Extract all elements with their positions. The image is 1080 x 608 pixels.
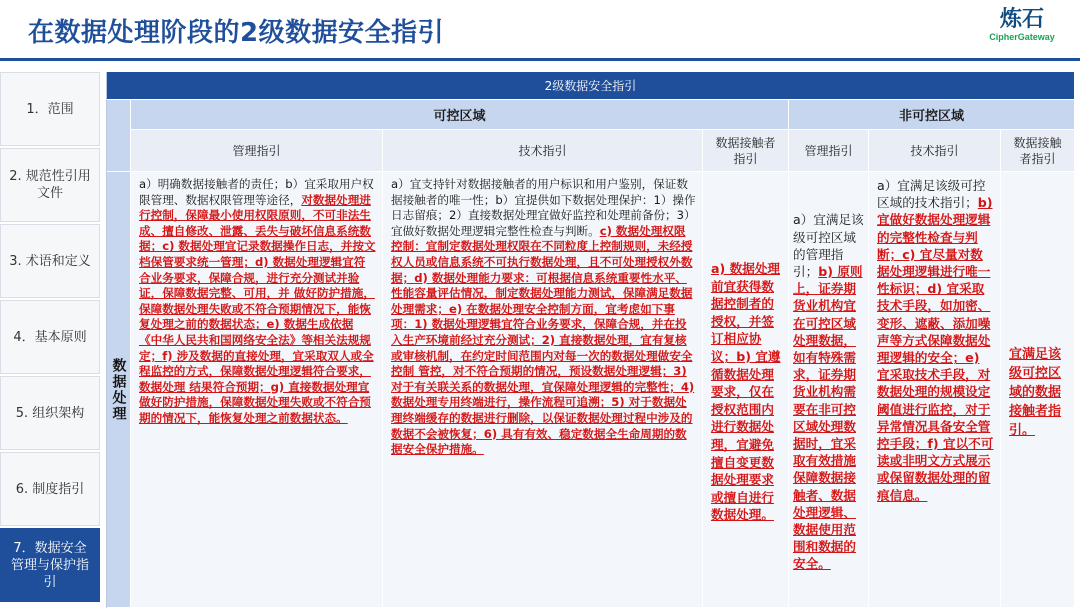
guidance-clause: a）宜满足该级可控区域的管理指引； [793,212,864,279]
guidance-clause: g) 直接数据处理宜做好防护措施，保障数据处理失败或不符合预期的情况下，能恢复处理之前数据状态。 [139,379,371,425]
guidance-clause: c) 数据处理权限控制：宜制定数据处理权限在不同粒度上控制规则，未经授权人员或信息系统不可执行数据处理，且不可处理授权外数据； [391,223,693,285]
guidance-clause: f) 宜以不可读或非明文方式展示或保留数据处理的留痕信息。 [877,436,994,503]
guidance-clause: e) 宜采取技术手段，对数据处理的规模设定阈值进行监控，对于异常情况具备安全管控手段； [877,350,991,452]
uncontrollable-contact-header: 数据接触者指引 [1001,130,1075,172]
brand-logo [982,6,1062,42]
controllable-tech-cell [383,172,703,608]
controllable-contact-header: 数据接触者指引 [703,130,789,172]
stage-label: 数据处理 [107,172,131,608]
guidance-clause: b) 宜做好数据处理逻辑的完整性检查与判断； [877,195,993,262]
guidance-clause: b）宜采取用户权限管理、数据权限管理等途径， [139,177,374,207]
guidance-clause: b) 宜遵循数据处理要求，仅在授权范围内进行数据处理，宜避免擅自变更数据处理要求或擅自进行数据处理。 [711,349,781,523]
guidance-clause: c) 宜尽量对数据处理逻辑进行唯一性标识； [877,246,991,297]
guidance-clause: e) 在数据处理安全控制方面，宜考虑如下事项：1) 数据处理逻辑宜符合业务要求，保障合规，并在投入生产环境前经过充分测试；2) 直接数据处理，宜有复核或审核机制，在约定时间范围内对每一次的数据处理做安全控制 管控，对不符合预期的情况，预设数据处理逻辑；3) 对于有关联关系的数据处理，宜保障处理逻辑的完整性；4) 数据处理专用终端进行，操作流程可追溯；5) 对于数据处理终端缓存的数据进行删除，以保证数据处理过程中涉及的数据不会被恢复；6) 具有有效、稳定数据全生命周期的数据安全保护措施。 [391,301,695,457]
table-corner-cell [107,100,131,172]
sidebar-item-scope[interactable]: 1．范围 [0,72,100,146]
uncontrollable-mgmt-cell [789,172,869,608]
guidance-clause: a) 数据处理前宜获得数据控制者的授权，并签订相应协议； [711,261,781,365]
guidance-text [877,177,994,504]
guidance-clause: b) 原则上，证券期货业机构宜在可控区域处理数据，如有特殊需求，证券期货业机构需要在非可控区域处理数据时，宜采取有效措施保障数据接触者、数据处理逻辑、数据使用范围和数据的安全。 [793,263,863,572]
uncontrollable-zone-header: 非可控区域 [789,100,1075,130]
guidance-text [1009,345,1068,440]
uncontrollable-tech-cell [869,172,1001,608]
sidebar-item-organization[interactable]: 5. 组织架构 [0,376,100,450]
logo-en-text: CipherGateway [989,32,1055,42]
guidance-table [106,72,1074,608]
guidance-clause: a）宜满足该级可控区域的技术指引； [877,178,986,211]
guidance-clause: d) 宜采取技术手段，如加密、变形、遮蔽、添加噪声等方式保障数据处理逻辑的安全； [877,281,991,366]
guidance-text [139,177,376,427]
controllable-tech-header: 技术指引 [383,130,703,172]
guidance-text [391,177,696,458]
sidebar-item-policy-guidance[interactable]: 6. 制度指引 [0,452,100,526]
guidance-clause: b）宜提供如下数据处理保护：1）操作日志留痕；2）直接数据处理宜做好监控和处理前备份；3）宜做好数据处理逻辑完整性检查与判断。 [391,192,696,238]
guidance-clause: a）明确数据接触者的责任； [139,177,286,191]
guidance-clause: d) 数据处理逻辑宜符合业务要求，保障合规，进行充分测试并验证，保障数据完整、可用，并 做好防护措施，保障数据处理失败或不符合预期情况下，能恢复处理之前的数据状态； [139,254,375,332]
uncontrollable-contact-cell [1001,172,1075,608]
sidebar-nav [0,72,100,604]
controllable-contact-cell [703,172,789,608]
sidebar-item-terms-definitions[interactable]: 3. 术语和定义 [0,224,100,298]
guidance-clause: a）宜支持针对数据接触者的用户标识和用户鉴别，保证数据接触者的唯一性； [391,177,688,207]
sidebar-item-basic-principles[interactable]: 4．基本原则 [0,300,100,374]
guidance-clause: 宜满足该级可控区域的数据接触者指引。 [1009,346,1062,438]
title-divider [0,58,1080,61]
guidance-text [793,211,864,572]
uncontrollable-mgmt-header: 管理指引 [789,130,869,172]
guidance-clause: f) 涉及数据的直接处理，宜采取双人或全程监控的方式，保障数据处理逻辑符合要求，数据处理 结果符合预期； [139,348,374,394]
guidance-clause: d) 数据处理能力要求：可根据信息系统重要性水平、性能容量评估情况，制定数据处理能力测试，保障满足数据处理需求； [391,270,693,316]
guidance-clause: 对数据处理进行控制，保障最小使用权限原则，不可非法生成、擅自修改、泄露、丢失与破坏信息系统数据； [139,192,371,254]
logo-cn-text: 炼石 [999,6,1044,32]
guidance-text [711,260,782,524]
uncontrollable-tech-header: 技术指引 [869,130,1001,172]
page-title: 在数据处理阶段的2级数据安全指引 [28,18,445,48]
controllable-mgmt-header: 管理指引 [131,130,383,172]
sidebar-item-data-security-management[interactable]: 7．数据安全管理与保护指引 [0,528,100,602]
controllable-zone-header: 可控区域 [131,100,789,130]
guidance-clause: e) 数据生成依据《中华人民共和国网络安全法》等相关法规规定； [139,317,371,363]
sidebar-item-normative-references[interactable]: 2. 规范性引用文件 [0,148,100,222]
controllable-mgmt-cell [131,172,383,608]
table-main-header: 2级数据安全指引 [107,72,1075,100]
guidance-clause: c) 数据处理宜记录数据操作日志，并按文档保管要求统一管理； [139,239,376,269]
